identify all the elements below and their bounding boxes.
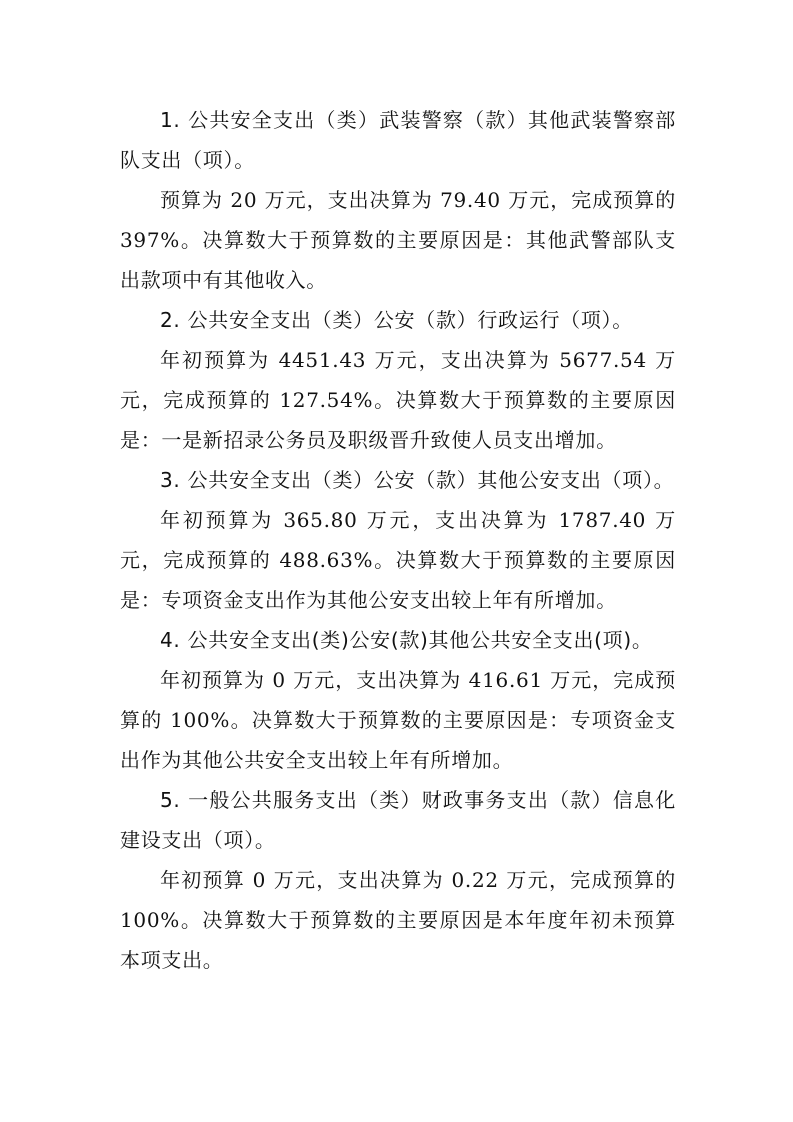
section-paragraph: 年初预算为 0 万元，支出决算为 416.61 万元，完成预算的 100%。决算数大于预算数的主要原因是：专项资金支出作为其他公共安全支出较上年有所增加。 [120, 668, 676, 772]
section-4 [120, 620, 676, 780]
section-paragraph: 年初预算为 365.80 万元，支出决算为 1787.40 万元，完成预算的 488.63%。决算数大于预算数的主要原因是：专项资金支出作为其他公安支出较上年有所增加。 [120, 508, 676, 612]
section-heading: 4. 公共安全支出(类)公安(款)其他公共安全支出(项)。 [160, 628, 653, 652]
section-paragraph: 预算为 20 万元，支出决算为 79.40 万元，完成预算的 397%。决算数大于预算数的主要原因是：其他武警部队支出款项中有其他收入。 [120, 188, 676, 292]
section-paragraph: 年初预算为 4451.43 万元，支出决算为 5677.54 万元，完成预算的 127.54%。决算数大于预算数的主要原因是：一是新招录公务员及职级晋升致使人员支出增加。 [120, 348, 676, 452]
document-body [120, 100, 676, 980]
section-3 [120, 460, 676, 620]
section-5 [120, 780, 676, 980]
section-2 [120, 300, 676, 460]
section-heading: 1. 公共安全支出（类）武装警察（款）其他武装警察部队支出（项）。 [120, 108, 676, 172]
section-paragraph: 年初预算 0 万元，支出决算为 0.22 万元，完成预算的 100%。决算数大于预算数的主要原因是本年度年初未预算本项支出。 [120, 868, 676, 972]
section-heading: 2. 公共安全支出（类）公安（款）行政运行（项）。 [160, 308, 633, 332]
section-heading: 5. 一般公共服务支出（类）财政事务支出（款）信息化建设支出（项）。 [120, 788, 676, 852]
section-heading: 3. 公共安全支出（类）公安（款）其他公安支出（项）。 [160, 468, 675, 492]
section-1 [120, 100, 676, 300]
